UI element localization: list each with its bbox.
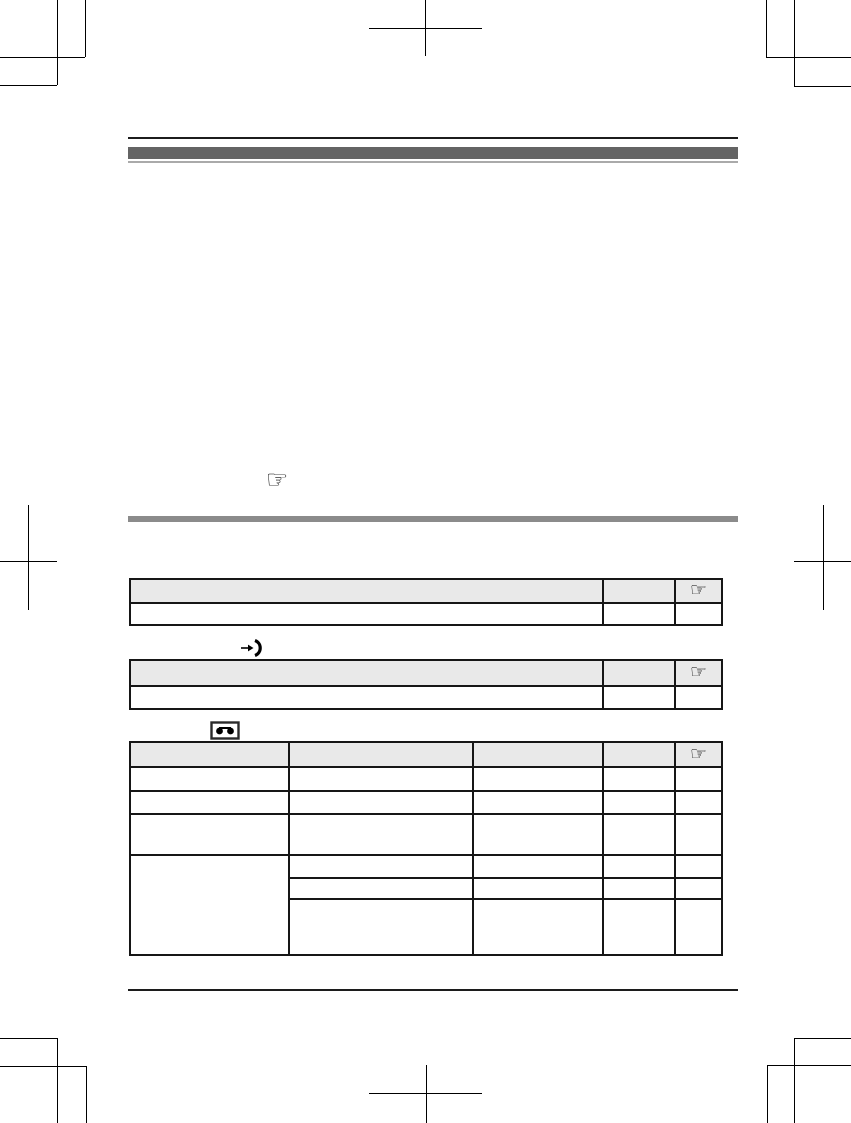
table-cell	[289, 899, 473, 955]
crop-mark	[0, 561, 57, 562]
table-cell	[603, 814, 675, 855]
table-row	[130, 791, 722, 814]
reference-table-2	[129, 659, 723, 710]
table-header-cell	[675, 660, 722, 686]
table-row	[130, 603, 722, 625]
subsection-bar	[128, 516, 738, 522]
table-header-cell	[603, 742, 675, 767]
crop-mark	[57, 0, 58, 85]
crop-mark	[794, 561, 851, 562]
crop-mark	[0, 1038, 57, 1039]
page-reference-hand-icon: ☞	[266, 465, 289, 494]
section-title-bar	[128, 147, 738, 159]
table-cell	[675, 814, 722, 855]
page-reference-hand-icon: ☞	[689, 742, 708, 765]
table-header-cell	[130, 742, 289, 767]
table-cell	[289, 855, 473, 878]
reference-table-1	[129, 578, 723, 626]
table-header-row	[130, 742, 722, 767]
section-title-bar-underline	[128, 161, 738, 163]
table-cell-merged	[130, 855, 289, 955]
table-cell	[603, 878, 675, 899]
table-cell	[603, 899, 675, 955]
crop-mark	[86, 1066, 87, 1123]
table-header-cell	[603, 579, 675, 603]
crop-mark	[369, 28, 482, 29]
page-reference-hand-icon: ☞	[689, 579, 708, 601]
table-header-row	[130, 660, 722, 686]
page-reference-hand-icon: ☞	[689, 661, 708, 683]
table-cell	[675, 603, 722, 625]
table-cell	[603, 603, 675, 625]
table-header-cell	[675, 742, 722, 767]
table-header-cell	[130, 579, 603, 603]
table-header-cell	[675, 579, 722, 603]
crop-mark	[794, 1038, 851, 1039]
crop-mark	[766, 0, 767, 57]
table-cell	[473, 791, 603, 814]
crop-mark	[85, 0, 86, 57]
table-row	[130, 855, 722, 878]
table-cell	[675, 878, 722, 899]
table-cell	[130, 686, 603, 709]
table-header-cell	[603, 660, 675, 686]
reference-table-3	[129, 741, 723, 956]
footer-rule	[128, 989, 738, 991]
table-cell	[603, 686, 675, 709]
table-cell	[473, 814, 603, 855]
table-cell	[603, 767, 675, 791]
table-row	[130, 767, 722, 791]
table-cell	[289, 767, 473, 791]
crop-mark	[823, 505, 824, 610]
crop-mark	[767, 1065, 768, 1123]
table-cell	[289, 791, 473, 814]
table-header-cell	[289, 742, 473, 767]
table-cell	[289, 878, 473, 899]
crop-mark	[794, 86, 851, 87]
table-cell	[603, 791, 675, 814]
table-cell	[130, 767, 289, 791]
table-header-cell	[473, 742, 603, 767]
crop-mark	[794, 1038, 795, 1123]
table-cell	[473, 767, 603, 791]
crop-mark	[369, 1093, 482, 1094]
crop-mark	[57, 1038, 58, 1123]
table-cell	[289, 814, 473, 855]
table-cell	[675, 767, 722, 791]
table-cell	[675, 899, 722, 955]
table-cell	[603, 855, 675, 878]
table-row	[130, 814, 722, 855]
crop-mark	[766, 57, 851, 58]
table-header-cell	[130, 660, 603, 686]
table-cell	[473, 878, 603, 899]
crop-mark	[0, 85, 57, 86]
table-cell	[675, 791, 722, 814]
crop-mark	[794, 0, 795, 86]
table-cell	[675, 855, 722, 878]
crop-mark	[0, 57, 85, 58]
table-row	[130, 686, 722, 709]
table-cell	[675, 686, 722, 709]
crop-mark	[426, 1065, 427, 1123]
table-header-row	[130, 579, 722, 603]
crop-mark	[28, 505, 29, 610]
table-cell	[130, 791, 289, 814]
header-rule	[128, 137, 738, 139]
table-cell	[473, 855, 603, 878]
table-cell	[130, 603, 603, 625]
crop-mark	[767, 1065, 851, 1066]
table-cell	[473, 899, 603, 955]
table-cell	[130, 814, 289, 855]
crop-mark	[0, 1066, 86, 1067]
